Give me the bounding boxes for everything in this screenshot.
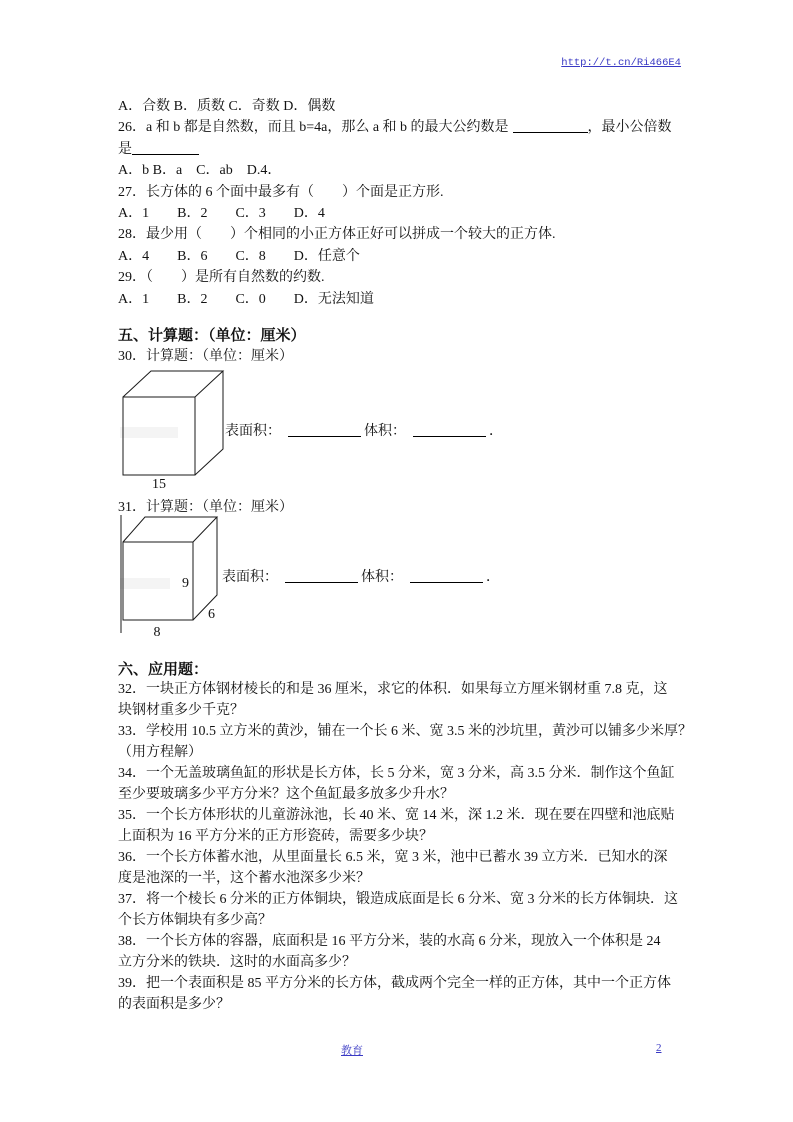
q39-line-1: 39．把一个表面积是 85 平方分米的长方体，截成两个完全一样的正方体，其中一个正方体 — [118, 976, 671, 991]
cuboid-depth-label: 6 — [208, 607, 215, 622]
q37-line-1: 37．将一个棱长 6 分米的正方体铜块，锻造成底面是长 6 分米、宽 3 分米的长方体铜块．这 — [118, 892, 678, 907]
cube-top-face — [123, 371, 223, 397]
q38-line-2: 立方分米的铁块．这时的水面高多少？ — [118, 955, 356, 970]
q26-text-1: 26．a 和 b 都是自然数，而且 b=4a，那么 a 和 b 的最大公约数是 — [118, 120, 509, 136]
footer-page-number[interactable]: 2 — [656, 1042, 662, 1054]
cuboid-top-face — [123, 517, 217, 542]
q38-line-1: 38．一个长方体的容器，底面积是 16 平方分米，装的水高 6 分米，现放入一个体积是 24 — [118, 934, 661, 949]
word-section-heading: 六、应用题： — [118, 662, 209, 678]
cube-edge-label: 15 — [152, 477, 166, 492]
q28-line: 28．最少用（ ）个相同的小正方体正好可以拼成一个较大的正方体. — [118, 227, 556, 243]
q27-line: 27．长方体的 6 个面中最多有（ ）个面是正方形. — [118, 184, 444, 200]
q31-surface-label: 表面积： — [222, 570, 278, 585]
q32-line-1: 32．一块正方体钢材棱长的和是 36 厘米，求它的体积．如果每立方厘米钢材重 7.8 克，这 — [118, 682, 668, 697]
q30-label: 30．计算题：（单位：厘米） — [118, 349, 293, 364]
watermark-smudge — [120, 427, 178, 438]
q36-line-2: 度是池深的一半，这个蓄水池深多少米？ — [118, 871, 370, 886]
q26-line-1 — [118, 117, 684, 138]
fill-in-blank — [132, 140, 199, 155]
q31-answer-row — [222, 566, 500, 586]
q26-text-3: 是 — [118, 141, 132, 157]
fill-in-blank — [413, 422, 486, 437]
q31-volume-label: 体积： — [361, 570, 403, 585]
q31-period: ． — [486, 570, 500, 585]
q27-options-line: A．1 B．2 C．3 D．4 — [118, 205, 325, 221]
cube-right-face — [195, 371, 223, 475]
q26-line-2 — [118, 139, 684, 160]
fill-in-blank — [288, 422, 361, 437]
q39-line-2: 的表面积是多少？ — [118, 997, 230, 1012]
cube-figure-30 — [112, 365, 232, 497]
fill-in-blank — [285, 568, 358, 583]
fill-in-blank — [410, 568, 483, 583]
q34-line-2: 至少要玻璃多少平方分米？这个鱼缸最多放多少升水？ — [118, 787, 454, 802]
q30-surface-label: 表面积： — [225, 424, 281, 439]
q26-text-2: ，最小公倍数 — [587, 120, 672, 136]
q36-line-1: 36．一个长方体蓄水池，从里面量长 6.5 米，宽 3 米，池中已蓄水 39 立方米．已知水的深 — [118, 850, 668, 865]
q35-line-1: 35．一个长方体形状的儿童游泳池，长 40 米、宽 14 米，深 1.2 米．现在要在四壁和池底贴 — [118, 808, 675, 823]
q26-options-line: A．b B．a C．ab D.4． — [118, 163, 282, 179]
fill-in-blank — [513, 118, 588, 133]
watermark-smudge — [120, 578, 170, 589]
q35-line-2: 上面积为 16 平方分米的正方形瓷砖，需要多少块？ — [118, 829, 433, 844]
word-problem-section — [118, 679, 692, 1015]
q29-options-line: A．1 B．2 C．0 D．无法知道 — [118, 291, 374, 307]
choice-section — [118, 96, 684, 310]
q31-label: 31．计算题：（单位：厘米） — [118, 500, 293, 515]
cuboid-height-label: 9 — [182, 576, 189, 591]
q25-options-line: A．合数 B．质数 C．奇数 D．偶数 — [118, 99, 336, 114]
q37-line-2: 个长方体铜块有多少高？ — [118, 913, 272, 928]
q34-line-1: 34．一个无盖玻璃鱼缸的形状是长方体，长 5 分米，宽 3 分米，高 3.5 分米．制作这个鱼缸 — [118, 766, 675, 781]
cuboid-figure-31 — [112, 505, 234, 645]
q29-line: 29．（ ）是所有自然数的约数. — [118, 270, 325, 286]
calc-section-heading: 五、计算题：（单位：厘米） — [118, 328, 306, 344]
q32-line-2: 块钢材重多少千克？ — [118, 703, 244, 718]
q33-line-1: 33．学校用 10.5 立方米的黄沙，铺在一个长 6 米、宽 3.5 米的沙坑里，黄沙可以铺多少米厚？ — [118, 724, 692, 739]
q30-answer-row — [225, 420, 503, 440]
footer-education-link[interactable]: 教育 — [341, 1045, 363, 1057]
q28-options-line: A．4 B．6 C．8 D．任意个 — [118, 248, 360, 264]
q30-volume-label: 体积： — [364, 424, 406, 439]
header-url-link[interactable]: http://t.cn/Ri466E4 — [561, 57, 681, 69]
q33-line-2: （用方程解） — [118, 745, 202, 760]
cuboid-right-face — [193, 517, 217, 620]
q30-period: ． — [489, 424, 503, 439]
cuboid-width-label: 8 — [153, 625, 161, 640]
